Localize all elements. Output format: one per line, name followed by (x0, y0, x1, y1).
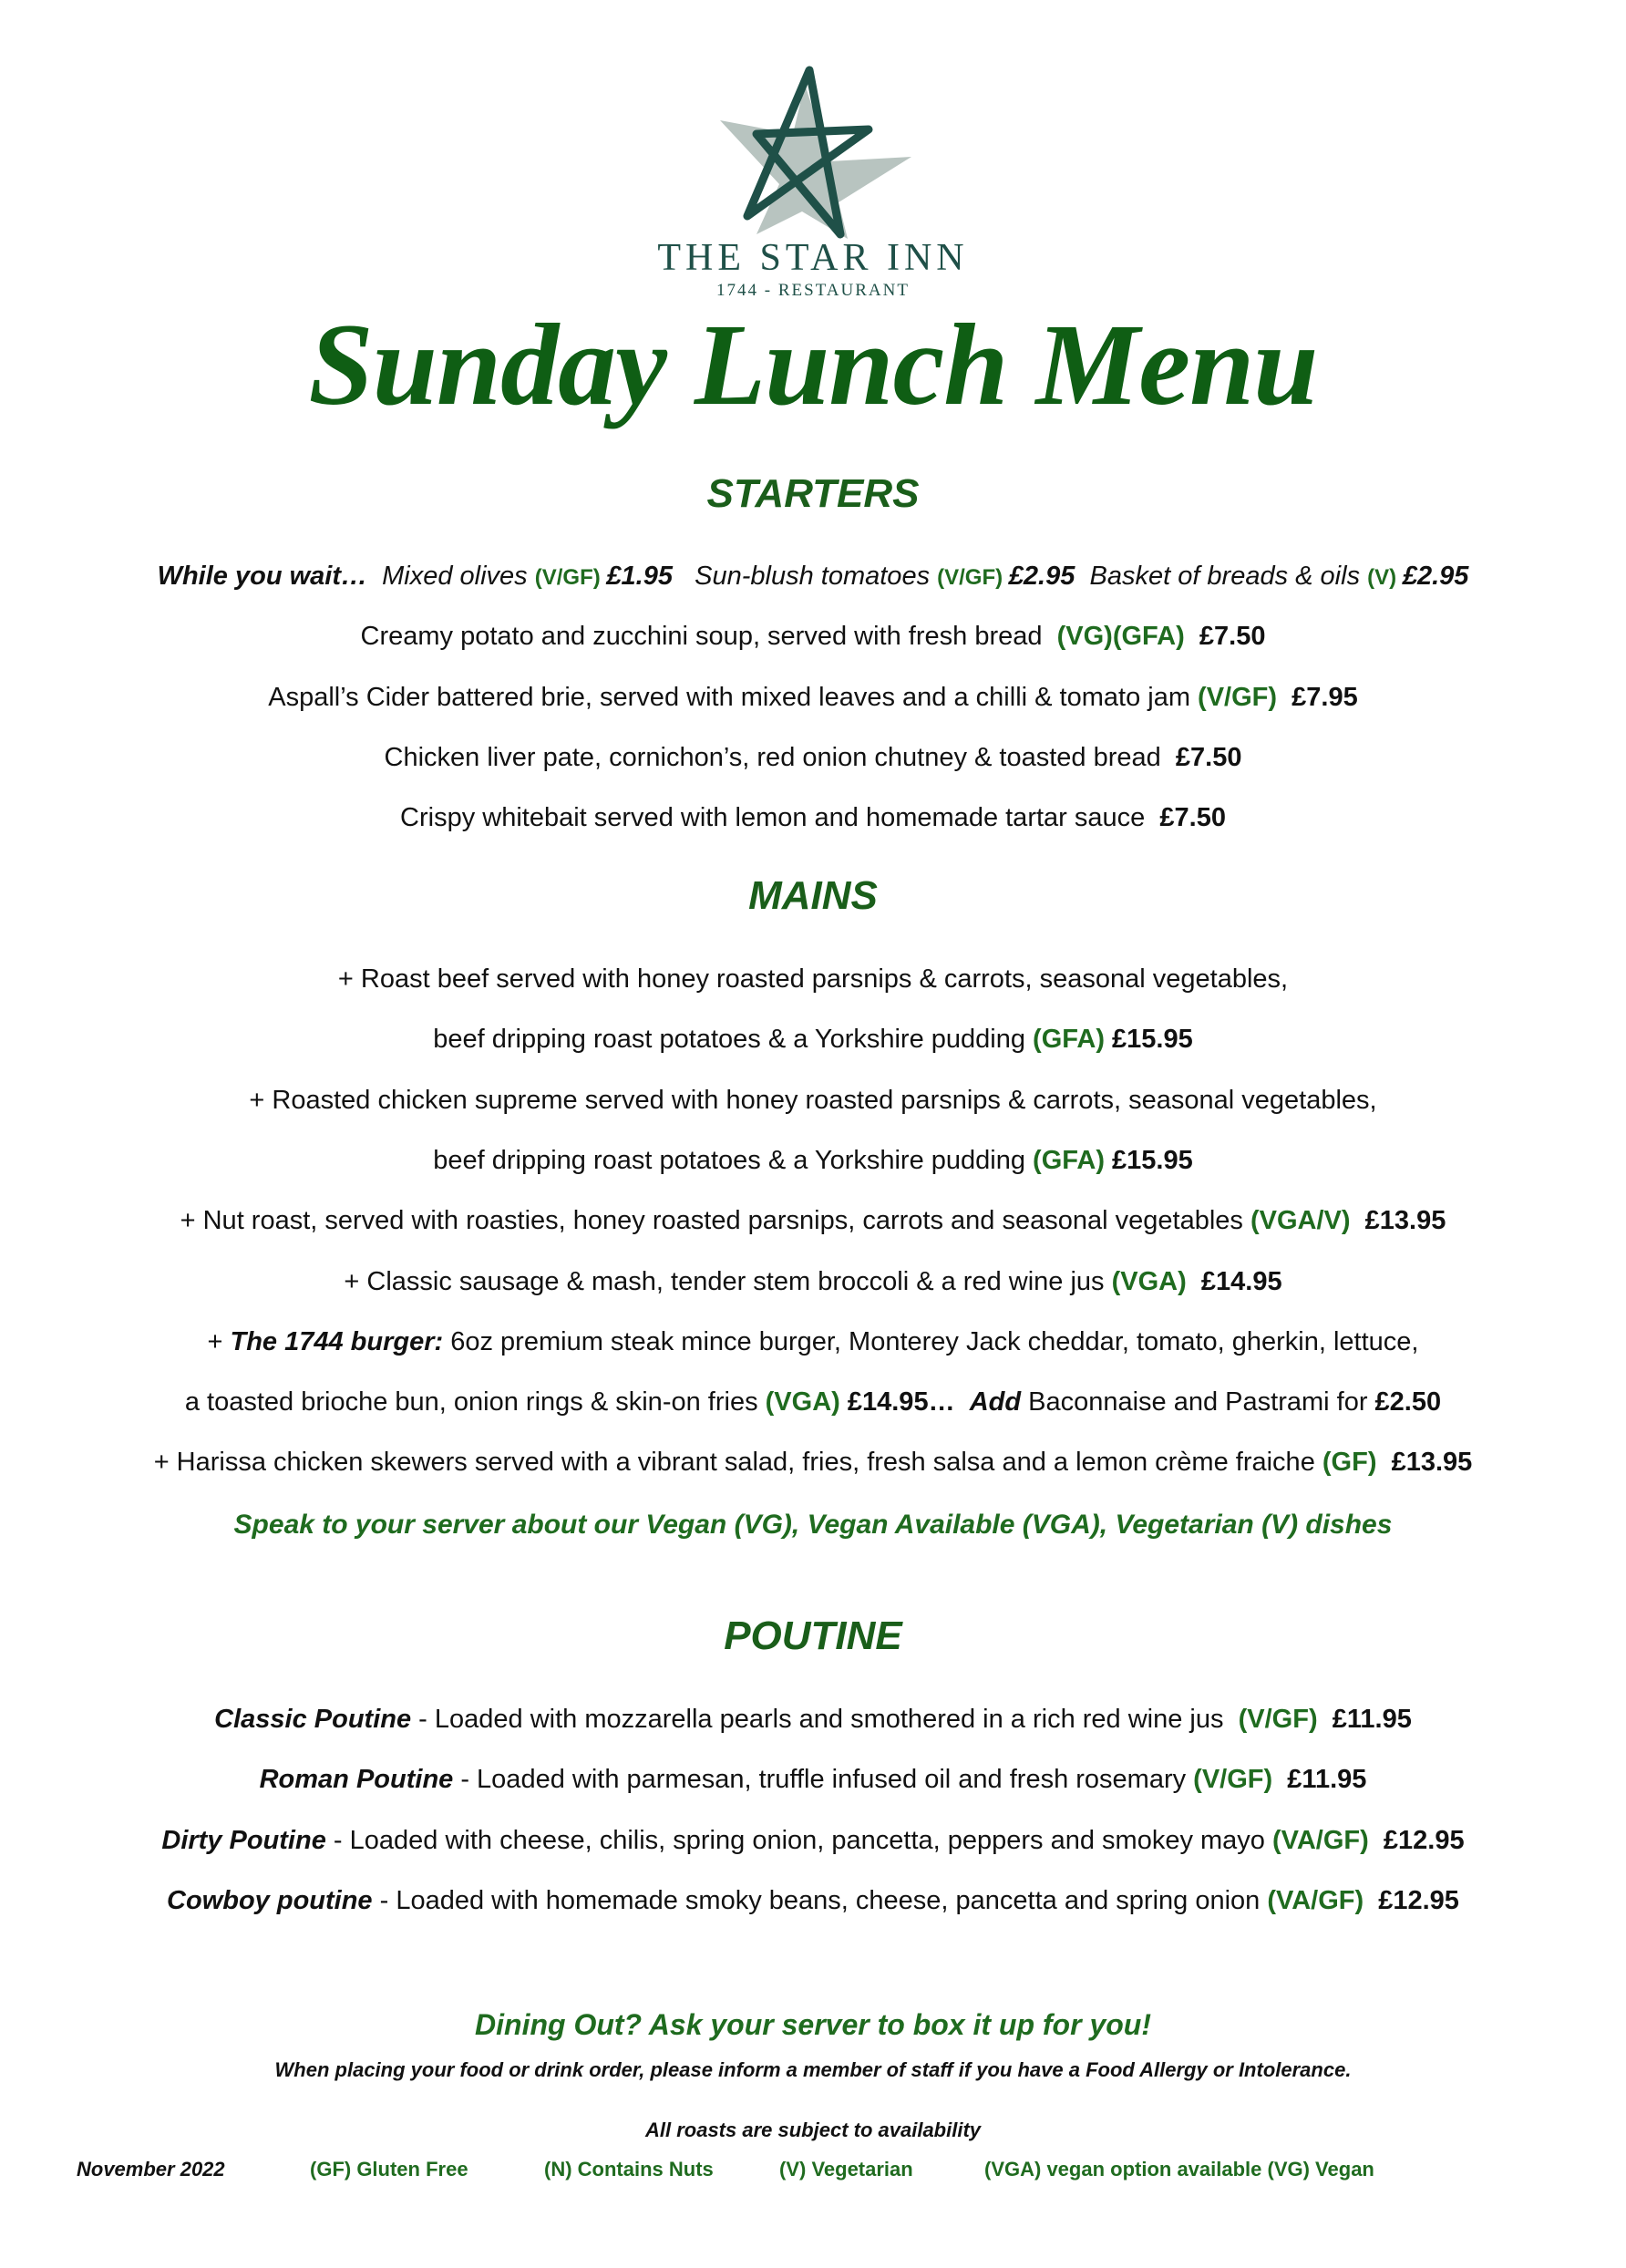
price: £7.50 (1184, 622, 1266, 652)
item-text: Creamy potato and zucchini soup, served with fresh bread (360, 622, 1057, 652)
price: £12.95 (1364, 1885, 1459, 1915)
price: £11.95 (1272, 1765, 1367, 1795)
legend-nuts: (N) Contains Nuts (544, 2158, 714, 2180)
price: £11.95 (1317, 1705, 1412, 1734)
item-text: + Roasted chicken supreme served with honey roasted parsnips & carrots, seasonal vegetables, (249, 1085, 1377, 1115)
price: £2.95 (1008, 562, 1075, 591)
item-text: Baconnaise and Pastrami for (1021, 1387, 1375, 1418)
price: £7.50 (1159, 803, 1226, 833)
mains-menu-item (0, 1326, 1626, 1356)
item-text: - Loaded with mozzarella pearls and smothered in a rich red wine jus (411, 1705, 1239, 1734)
item-text: Dirty Poutine (161, 1825, 326, 1855)
poutine-menu-item (0, 1885, 1626, 1915)
item-text: Basket of breads & oils (1075, 562, 1368, 591)
dietary-tag: (V/GF) (534, 565, 607, 590)
poutine-menu-item (0, 1825, 1626, 1855)
item-text: Mixed olives (382, 562, 535, 591)
item-text: Roman Poutine (259, 1765, 454, 1795)
starters-menu-item (0, 742, 1626, 772)
mains-menu-item (0, 1145, 1626, 1175)
price: £15.95 (1104, 1025, 1193, 1055)
price: £7.95 (1277, 682, 1358, 712)
price: £12.95 (1368, 1825, 1465, 1855)
price: £1.95 (606, 562, 673, 591)
legend-gluten-free: (GF) Gluten Free (310, 2158, 468, 2180)
star-logo-icon (702, 66, 921, 239)
dietary-tag: (VGA) (1111, 1266, 1187, 1296)
dining-out-note: Dining Out? Ask your server to box it up for you! (475, 2008, 1151, 2041)
dietary-tag: (V/GF) (1198, 682, 1278, 712)
dietary-tag: (VA/GF) (1267, 1885, 1364, 1915)
price: £14.95 (1186, 1266, 1282, 1296)
item-text: - Loaded with parmesan, truffle infused oil and fresh rosemary (453, 1765, 1194, 1795)
dietary-tag: (VA/GF) (1272, 1825, 1369, 1855)
dietary-tag: (GF) (1322, 1448, 1377, 1478)
item-text: - Loaded with homemade smoky beans, cheese, pancetta and spring onion (372, 1885, 1268, 1915)
item-text: Add (969, 1387, 1022, 1418)
starters-heading: STARTERS (706, 471, 920, 516)
roasts-note: All roasts are subject to availability (644, 2119, 982, 2141)
item-text: a toasted brioche bun, onion rings & skin-on fries (184, 1387, 766, 1418)
page-title: Sunday Lunch Menu (308, 300, 1318, 429)
item-text: Chicken liver pate, cornichon’s, red onion chutney & toasted bread (384, 742, 1176, 772)
price: £7.50 (1175, 742, 1242, 772)
dietary-tag: (GFA) (1033, 1145, 1105, 1175)
item-text: 6oz premium steak mince burger, Monterey Jack cheddar, tomato, gherkin, lettuce, (443, 1326, 1419, 1356)
dietary-tag: (V) (1367, 565, 1403, 590)
allergy-note: When placing your food or drink order, please inform a member of staff if you have a Food Allergy or Intolerance. (274, 2058, 1352, 2081)
price: £14.95… (839, 1387, 970, 1418)
menu-date: November 2022 (77, 2158, 225, 2180)
item-text: - Loaded with cheese, chilis, spring onion, pancetta, peppers and smokey mayo (325, 1825, 1272, 1855)
dietary-tag: (V/GF) (937, 565, 1009, 590)
mains-menu-item (0, 1026, 1626, 1053)
starters-menu-item (0, 805, 1626, 831)
legend-vegan: (VGA) vegan option available (VG) Vegan (984, 2158, 1374, 2180)
mains-menu-item (0, 1266, 1626, 1296)
legend-vegetarian: (V) Vegetarian (779, 2158, 913, 2180)
logo-subtitle: 1744 - RESTAURANT (716, 281, 910, 300)
dietary-tag: (VG)(GFA) (1056, 622, 1185, 652)
mains-menu-item (0, 1085, 1626, 1115)
item-text: + Harissa chicken skewers served with a vibrant salad, fries, fresh salsa and a lemon crème fraiche (153, 1448, 1322, 1478)
item-text: + Classic sausage & mash, tender stem broccoli & a red wine jus (344, 1266, 1112, 1296)
mains-menu-item (0, 1449, 1626, 1476)
dietary-tag: (VGA) (765, 1387, 840, 1418)
item-text: The 1744 burger: (230, 1326, 444, 1356)
price: £2.95 (1402, 562, 1469, 591)
logo-name: THE STAR INN (657, 237, 969, 279)
poutine-menu-item (0, 1706, 1626, 1733)
item-text: Sun-blush tomatoes (672, 562, 938, 591)
dietary-tag: (V/GF) (1238, 1705, 1318, 1734)
item-text: Aspall’s Cider battered brie, served with mixed leaves and a chilli & tomato jam (268, 682, 1199, 712)
item-text: beef dripping roast potatoes & a Yorkshire pudding (433, 1025, 1034, 1055)
dietary-note: Speak to your server about our Vegan (VG), Vegan Available (VGA), Vegetarian (V) dishes (233, 1510, 1393, 1540)
price: £13.95 (1350, 1206, 1446, 1236)
item-text: Crispy whitebait served with lemon and homemade tartar sauce (400, 803, 1160, 833)
poutine-heading: POUTINE (724, 1613, 902, 1658)
poutine-menu-item (0, 1767, 1626, 1793)
item-text: + (207, 1326, 231, 1356)
item-text: + Nut roast, served with roasties, honey roasted parsnips, carrots and seasonal vegetables (180, 1206, 1250, 1236)
dietary-tag: (VGA/V) (1250, 1206, 1351, 1236)
dietary-tag: (GFA) (1033, 1025, 1105, 1055)
starters-menu-item (0, 682, 1626, 712)
item-text: Classic Poutine (214, 1705, 412, 1734)
item-text: + Roast beef served with honey roasted parsnips & carrots, seasonal vegetables, (337, 964, 1289, 994)
item-text: beef dripping roast potatoes & a Yorkshire pudding (433, 1145, 1034, 1175)
item-text: Cowboy poutine (167, 1885, 373, 1915)
price: £2.50 (1374, 1387, 1442, 1418)
mains-heading: MAINS (748, 873, 878, 918)
price: £13.95 (1376, 1448, 1473, 1478)
starters-menu-item (0, 624, 1626, 650)
price: £15.95 (1104, 1145, 1193, 1175)
starters-menu-item (0, 563, 1626, 590)
item-text: While you wait… (157, 562, 383, 591)
mains-menu-item (0, 966, 1626, 993)
mains-menu-item (0, 1389, 1626, 1416)
dietary-tag: (V/GF) (1193, 1765, 1273, 1795)
mains-menu-item (0, 1208, 1626, 1234)
